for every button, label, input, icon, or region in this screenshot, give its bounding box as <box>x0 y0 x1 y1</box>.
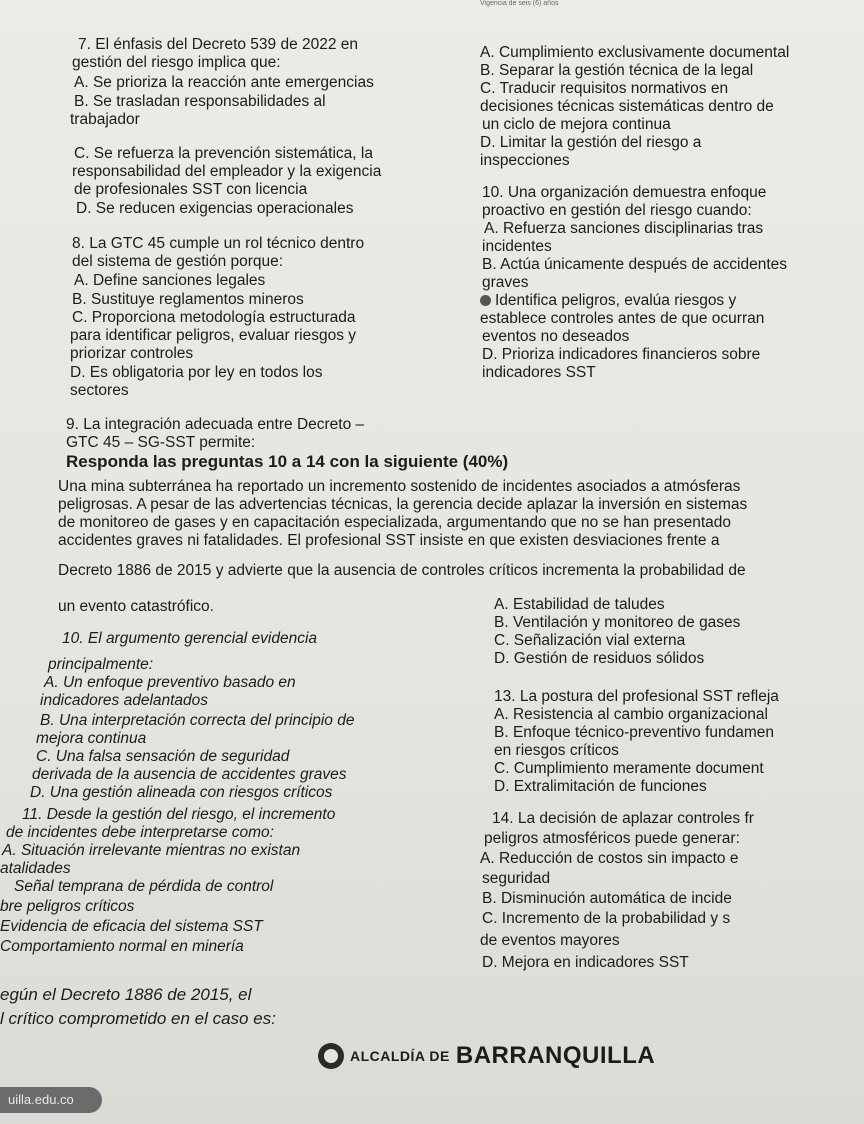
q10b-option: mejora continua <box>36 730 147 747</box>
case-text-line: un evento catastrófico. <box>58 598 214 615</box>
q8-stem-line1: 8. La GTC 45 cumple un rol técnico dentro <box>72 235 365 252</box>
q13-option: C. Cumplimiento meramente document <box>494 760 764 777</box>
q9-option: un ciclo de mejora continua <box>482 116 671 133</box>
q10b-option: B. Una interpretación correcta del principio de <box>40 712 355 729</box>
q10a-option-selected <box>480 292 736 310</box>
q12-option: A. Estabilidad de taludes <box>494 596 665 613</box>
footer-website-link[interactable]: uilla.edu.co <box>0 1087 102 1113</box>
q7-option: A. Se prioriza la reacción ante emergencias <box>74 74 374 91</box>
q9-option: decisiones técnicas sistemáticas dentro de <box>480 98 774 115</box>
case-text-line: de monitoreo de gases y en capacitación especializada, argumentando que no se han presentado <box>58 514 731 531</box>
q10b-stem-line2: principalmente: <box>48 656 154 673</box>
q13-option: A. Resistencia al cambio organizacional <box>494 706 768 723</box>
q10b-option: indicadores adelantados <box>40 692 209 709</box>
q14-option: A. Reducción de costos sin impacto e <box>480 850 739 867</box>
q13-stem: 13. La postura del profesional SST refleja <box>494 688 779 705</box>
q10b-option: D. Una gestión alineada con riesgos críticos <box>30 784 333 801</box>
q10a-option: A. Refuerza sanciones disciplinarias tras <box>484 220 764 237</box>
q10a-stem-line1: 10. Una organización demuestra enfoque <box>482 184 767 201</box>
q14-stem-line1: 14. La decisión de aplazar controles fr <box>492 810 754 827</box>
q11-stem-line1: 11. Desde la gestión del riesgo, el incremento <box>22 806 336 823</box>
q9-option: D. Limitar la gestión del riesgo a <box>480 134 702 151</box>
q11-option: Comportamiento normal en minería <box>0 938 244 955</box>
q11-option: A. Situación irrelevante mientras no existan <box>2 842 301 859</box>
q12-stem-line2: l crítico comprometido en el caso es: <box>0 1009 276 1028</box>
q8-stem-line2: del sistema de gestión porque: <box>72 253 284 270</box>
q10a-option: establece controles antes de que ocurran <box>480 310 765 327</box>
q8-option: sectores <box>70 382 129 399</box>
case-text-line: accidentes graves ni fatalidades. El profesional SST insiste en que existen desviaciones frente a <box>58 532 720 549</box>
q12-option: D. Gestión de residuos sólidos <box>494 650 705 667</box>
q8-option: A. Define sanciones legales <box>74 272 266 289</box>
q7-stem-line2: gestión del riesgo implica que: <box>72 54 281 71</box>
q10a-option: incidentes <box>482 238 552 255</box>
q9-option: B. Separar la gestión técnica de la legal <box>480 62 754 79</box>
city-emblem-icon <box>318 1043 344 1069</box>
q10a-option: graves <box>482 274 529 291</box>
q9-stem-line2: GTC 45 – SG-SST permite: <box>66 434 256 451</box>
section-heading: Responda las preguntas 10 a 14 con la siguiente (40%) <box>66 452 509 471</box>
q11-option: Evidencia de eficacia del sistema SST <box>0 918 263 935</box>
q7-option: B. Se trasladan responsabilidades al <box>74 93 326 110</box>
q11-option: Señal temprana de pérdida de control <box>14 878 274 895</box>
q11-option: bre peligros críticos <box>0 898 135 915</box>
q9-option: C. Traducir requisitos normativos en <box>480 80 729 97</box>
validity-note: Vigencia de seis (6) años <box>480 0 559 7</box>
q14-stem-line2: peligros atmosféricos puede generar: <box>484 830 740 847</box>
alcaldia-logo <box>318 1042 655 1070</box>
q8-option: para identificar peligros, evaluar riesgos y <box>70 327 357 344</box>
q12-stem-line1: egún el Decreto 1886 de 2015, el <box>0 985 252 1004</box>
q10a-option: B. Actúa únicamente después de accidentes <box>482 256 788 273</box>
q7-option: responsabilidad del empleador y la exigencia <box>72 163 382 180</box>
q14-option: C. Incremento de la probabilidad y s <box>482 910 731 927</box>
q10b-option: derivada de la ausencia de accidentes graves <box>32 766 347 783</box>
q10a-option: D. Prioriza indicadores financieros sobre <box>482 346 761 363</box>
q8-option: D. Es obligatoria por ley en todos los <box>70 364 323 381</box>
case-text-line: Una mina subterránea ha reportado un incremento sostenido de incidentes asociados a atmósferas <box>58 478 741 495</box>
q10b-stem-line1: 10. El argumento gerencial evidencia <box>62 630 318 647</box>
q14-option: D. Mejora en indicadores SST <box>482 954 689 971</box>
q9-stem-line1: 9. La integración adecuada entre Decreto – <box>66 416 365 433</box>
q8-option: B. Sustituye reglamentos mineros <box>72 291 304 308</box>
q9-option: A. Cumplimiento exclusivamente documental <box>480 44 790 61</box>
logo-small-text: ALCALDÍA DE <box>350 1048 450 1064</box>
q13-option: D. Extralimitación de funciones <box>494 778 707 795</box>
q7-option: trabajador <box>70 111 140 128</box>
q10b-option: A. Un enfoque preventivo basado en <box>44 674 296 691</box>
logo-big-text: BARRANQUILLA <box>455 1042 656 1069</box>
q13-option: B. Enfoque técnico-preventivo fundamen <box>494 724 775 741</box>
q12-option: B. Ventilación y monitoreo de gases <box>494 614 741 631</box>
q10a-option: eventos no deseados <box>482 328 630 345</box>
q8-option: C. Proporciona metodología estructurada <box>72 309 356 326</box>
filled-bubble-icon <box>480 295 491 306</box>
case-text-line: peligrosas. A pesar de las advertencias técnicas, la gerencia decide aplazar la inversión en sistemas <box>58 496 748 513</box>
q11-option: atalidades <box>0 860 71 877</box>
q8-option: priorizar controles <box>70 345 194 362</box>
case-text-line: Decreto 1886 de 2015 y advierte que la ausencia de controles críticos incrementa la probabilidad de <box>58 562 746 579</box>
q7-option: C. Se refuerza la prevención sistemática, la <box>74 145 373 162</box>
q10a-option: indicadores SST <box>482 364 596 381</box>
q14-option: de eventos mayores <box>480 932 620 949</box>
q11-stem-line2: de incidentes debe interpretarse como: <box>6 824 274 841</box>
q12-option: C. Señalización vial externa <box>494 632 686 649</box>
q7-option: de profesionales SST con licencia <box>74 181 308 198</box>
q10a-stem-line2: proactivo en gestión del riesgo cuando: <box>482 202 752 219</box>
q10b-option: C. Una falsa sensación de seguridad <box>36 748 290 765</box>
q14-option: seguridad <box>482 870 551 887</box>
q9-option: inspecciones <box>480 152 570 169</box>
q7-stem-line1: 7. El énfasis del Decreto 539 de 2022 en <box>78 36 359 53</box>
q14-option: B. Disminución automática de incide <box>482 890 732 907</box>
q13-option: en riesgos críticos <box>494 742 619 759</box>
q10a-option-c-text: Identifica peligros, evalúa riesgos y <box>495 292 737 309</box>
q7-option: D. Se reducen exigencias operacionales <box>76 200 354 217</box>
